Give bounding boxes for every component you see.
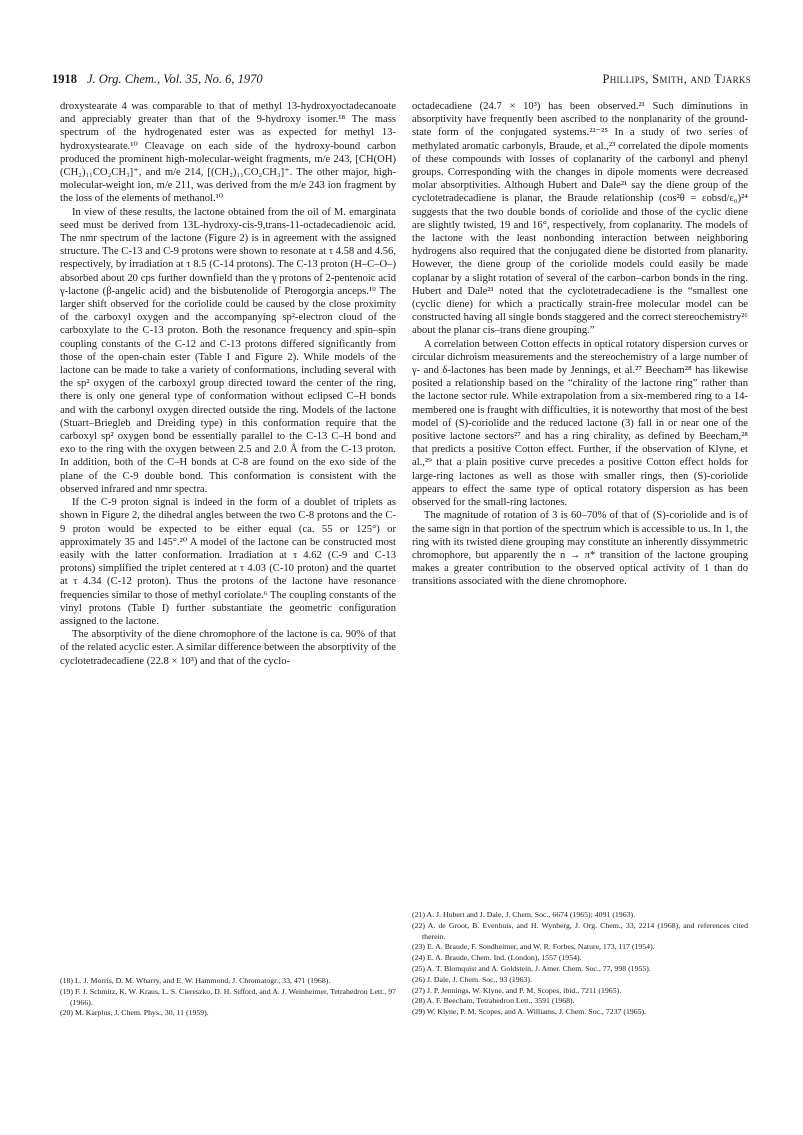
header-authors: Phillips, Smith, and Tjarks	[602, 72, 751, 86]
footnotes-right	[412, 910, 748, 1018]
paragraph: In view of these results, the lactone obtained from the oil of M. emarginata seed must be derived from 13L-hydroxy-cis-9,trans-11-octadecadienoic acid. The nmr spectrum of the lactone (Figure 2) is in agreement with the assigned structure. The C-13 and C-9 protons were shown to resonate at τ 4.58 and 4.56, respectively, by irradiation at τ 8.5 (C-14 protons). The C-13 proton (H–C–O–) absorbed about 20 cps further downfield than the γ protons of 2-pentenoic acid γ-lactone (β-angelic acid) and the bisbutenolide of Pterogorgia anceps.¹⁹ The larger shift observed for the coriolide could be caused by the close proximity of the carboxyl oxygen and the accompanying sp²-electron cloud of the carboxylate to the C-13 proton. Both the resonance frequency and spin–spin coupling constants of the C-12 and C-13 protons differed significantly from those of the open-chain ester (Table I and Figure 2). While models of the lactone can be made to take a variety of conformations, including several with the sp² oxygen of the carboxyl group directed toward the center of the ring, there is only one general type of conformation without eclipsed C–H bonds and with the carbonyl oxygen directed outside the ring. Models of the lactone (Stuart–Briegleb and Dreiding type) in this conformation require that the carboxyl sp² oxygen bond be essentially parallel to the C-13 C–H bond and exo to the ring with the oxygen between 2.5 and 2.0 Å from the C-13 proton. In addition, both of the C–H bonds at C-8 are found on the exo side of the plane of the C-9 double bond. This conformation is consistent with the observed infrared and nmr spectra.	[60, 206, 396, 495]
footnote: (23) E. A. Braude, F. Sondheimer, and W. R. Forbes, Nature, 173, 117 (1954).	[412, 942, 655, 952]
header-left	[52, 70, 263, 88]
footnote: (25) A. T. Blomquist and A. Goldstein, J. Amer. Chem. Soc., 77, 998 (1955).	[412, 963, 651, 973]
footnote: (24) E. A. Braude, Chem. Ind. (London), 1557 (1954).	[412, 953, 582, 963]
paragraph: The magnitude of rotation of 3 is 60–70% of that of (S)-coriolide and is of the same sign in that portion of the spectrum which is accessible to us. In 1, the ring with its twisted diene grouping may constitute an inherently dissymmetric chromophore, but apparently the n → π* transition of the lactone grouping makes a greater contribution to the observed optical activity of 1 than do transitions associated with the diene chromophore.	[412, 510, 748, 588]
paragraph: octadecadiene (24.7 × 10³) has been observed.²¹ Such diminutions in absorptivity have frequently been ascribed to the nonplanarity of the ground-state form of the conjugated systems.²²⁻²⁵ In a study of two series of methylated aromatic carbonyls, Braude, et al.,²³ correlated the dipole moments of these compounds with losses of coplanarity of the carbonyl and phenyl groups. Corresponding with the changes in dipole moments were decreased molar absorptivities. Although Hubert and Dale²¹ say the diene group of the cyclotetradecadiene is planar, the Braude relationship (cos²θ = εobsd/ε₀)²⁴ suggests that the two double bonds of coriolide and those of the cyclic diene are slightly twisted, 19 and 16°, respectively, from coplanarity. The models of the lactone with the least nonbonding interaction between neighboring hydrogens also required that the conjugated diene be distorted from planarity. However, the diene group of the coriolide models could easily be made coplanar by a slight rotation of several of the carbon–carbon bonds in the ring. Hubert and Dale²¹ noted that the cyclotetradecadiene is the “smallest one (cyclic diene) for which a practically strain-free molecular model can be constructed having all single bonds staggered and the correct stereochemistry²⁶ about the planar cis–trans diene grouping.”	[412, 101, 748, 337]
right-column	[412, 100, 748, 589]
footnotes-left	[60, 976, 396, 1019]
footnote: (19) F. J. Schmitz, K. W. Kraus, L. S. Ciereszko, D. H. Sifford, and A. J. Weinheimer, Tetrahedron Lett., 97 (1966).	[60, 986, 396, 1007]
journal-citation: J. Org. Chem., Vol. 35, No. 6, 1970	[87, 72, 263, 86]
page-number: 1918	[52, 72, 77, 86]
left-column	[60, 100, 396, 668]
footnote: (21) A. J. Hubert and J. Dale, J. Chem. Soc., 6674 (1965); 4091 (1963).	[412, 910, 636, 919]
footnote: (27) J. P. Jennings, W. Klyne, and P. M. Scopes, ibid., 7211 (1965).	[412, 985, 622, 995]
footnote: (22) A. de Groot, B. Evenhuis, and H. Wynberg, J. Org. Chem., 33, 2214 (1968), and references cited therein.	[412, 920, 748, 941]
footnote: (28) A. F. Beecham, Tetrahedron Lett., 3591 (1968).	[412, 996, 575, 1006]
footnote: (20) M. Karplus, J. Chem. Phys., 30, 11 (1959).	[60, 1008, 209, 1018]
footnote: (18) L. J. Morris, D. M. Wharry, and E. W. Hammond, J. Chromatogr., 33, 471 (1968).	[60, 976, 331, 985]
running-header	[52, 70, 751, 88]
paragraph: droxystearate 4 was comparable to that of methyl 13-hydroxyoctadecanoate and appreciably greater than that of the 9-hydroxy isomer.¹⁸ The mass spectrum of the hydrogenated ester was as expected for methyl 13-hydroxystearate.¹⁰ Cleavage on each side of the hydroxy-bound carbon produced the prominent high-molecular-weight fragments, m/e 243, [CH(OH)(CH₂)₁₁CO₂CH₃]⁺, and m/e 214, [(CH₂)₁₁CO₂CH₃]⁺. The other major, high-molecular-weight ion, m/e 211, was derived from the m/e 243 ion fragment by the loss of the elements of methanol.¹⁰	[60, 101, 396, 205]
footnote: (29) W. Klyne, P. M. Scopes, and A. Williams, J. Chem. Soc., 7237 (1965).	[412, 1007, 647, 1017]
footnote: (26) J. Dale, J. Chem. Soc., 93 (1963).	[412, 974, 532, 984]
paragraph: A correlation between Cotton effects in optical rotatory dispersion curves or circular dichroism measurements and the stereochemistry of a large number of γ- and δ-lactones has been made by Jennings, et al.²⁷ Beecham²⁸ has likewise posited a relationship based on the “chirality of the lactone ring” rather than the lactone sector rule. While extrapolation from a six-membered ring to a 14-membered one is fraught with difficulties, it is noteworthy that most of the best model of (S)-coriolide and the reduced lactone (3) fall in or near one of the positive lactone sectors²⁷ and has a ring chirality, as defined by Beecham,²⁸ that predicts a positive Cotton effect. Further, if the observation of Klyne, et al.,²⁹ that a plain positive curve precedes a positive Cotton effect holds for large-ring lactones as well as those with smaller rings, then (S)-coriolide appears to effect the same type of optical rotatory dispersion as has been observed for the small-ring lactones.	[412, 338, 748, 509]
paragraph: The absorptivity of the diene chromophore of the lactone is ca. 90% of that of the related acyclic ester. A similar difference between the absorptivity of the cyclotetradecadiene (22.8 × 10³) and that of the cyclo-	[60, 629, 396, 667]
paragraph: If the C-9 proton signal is indeed in the form of a doublet of triplets as shown in Figure 2, the dihedral angles between the two C-8 protons and the C-9 proton would be expected to be either equal (ca. 55 or 125°) or approximately 35 and 145°.²⁰ A model of the lactone can be constructed most easily with the latter conformation. Irradiation at τ 4.62 (C-9 and C-13 protons) simplified the triplet centered at τ 4.03 (C-10 proton) and the quartet at τ 4.34 (C-12 proton). Thus the protons of the lactone have resonance frequencies similar to those of methyl coriolate.⁶ The coupling constants of the vinyl protons (Table I) further substantiate the geometric configuration assigned to the lactone.	[60, 497, 396, 627]
